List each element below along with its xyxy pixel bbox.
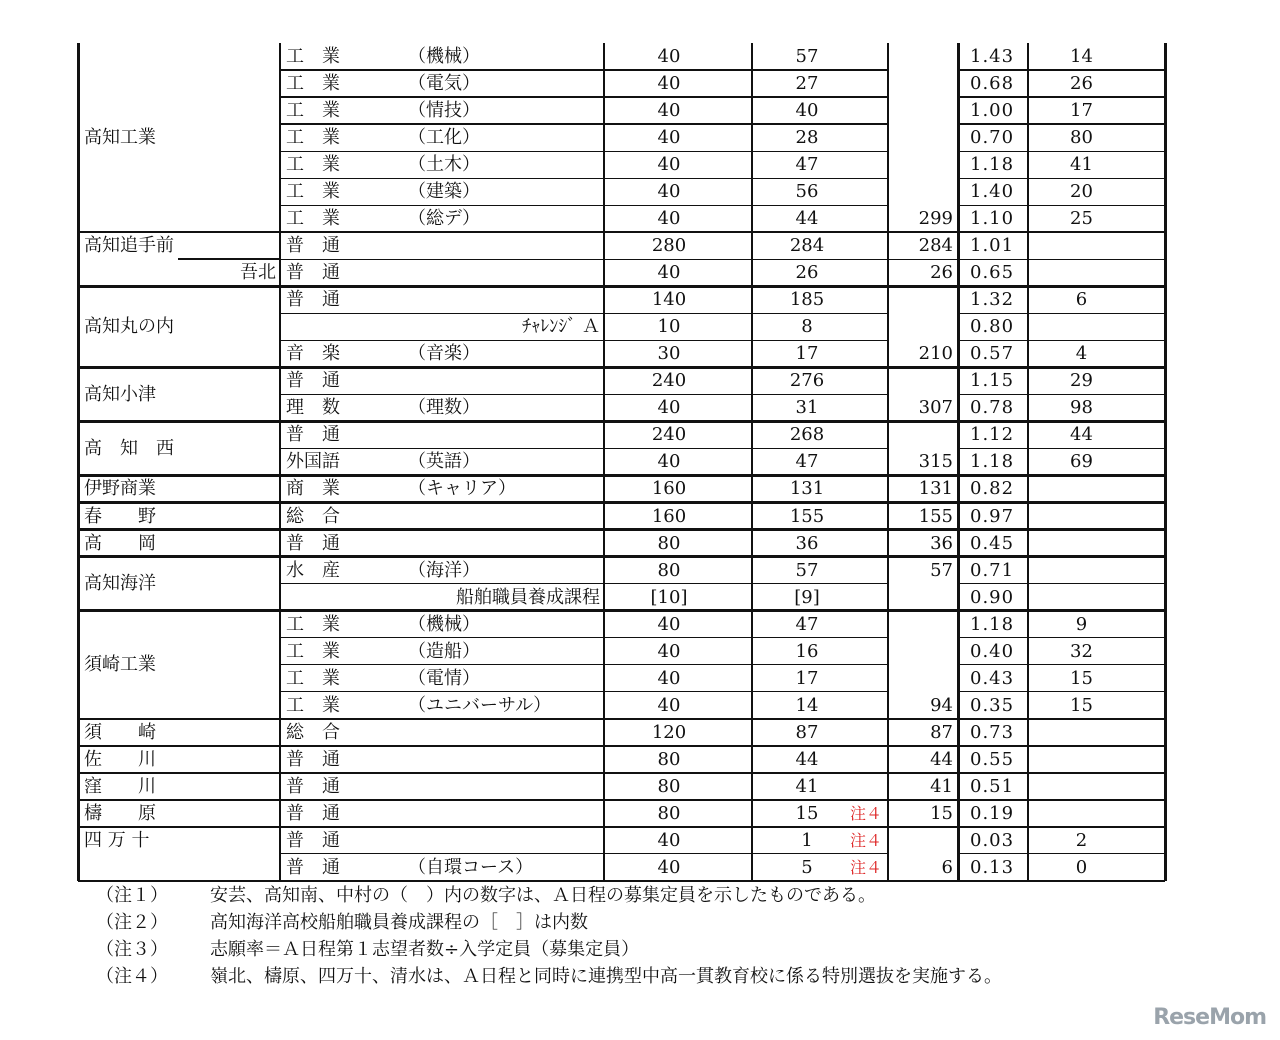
ratio: 0.90 — [970, 586, 1015, 608]
capacity: 240 — [651, 370, 687, 392]
applicants: 268 — [789, 424, 825, 446]
applicants: 276 — [789, 370, 825, 392]
ratio: 1.10 — [970, 208, 1015, 230]
ratio: 0.73 — [970, 721, 1015, 743]
ratio: 0.68 — [970, 73, 1015, 95]
grid-line-h — [888, 259, 958, 260]
total-applicants: 57 — [930, 559, 953, 581]
school-branch: 吾北 — [240, 262, 276, 284]
course-name: 理 数 — [286, 397, 340, 419]
other-value: 25 — [1070, 208, 1093, 230]
grid-line-h — [280, 583, 888, 584]
capacity: 40 — [657, 73, 681, 95]
grid-line-h — [280, 69, 888, 70]
capacity: 40 — [657, 667, 681, 689]
other-value: 41 — [1070, 154, 1093, 176]
course-name: 工 業 — [286, 100, 340, 122]
applicants: 57 — [795, 559, 819, 581]
ratio: 0.70 — [970, 127, 1015, 149]
other-value: 32 — [1070, 640, 1093, 662]
capacity: 120 — [651, 721, 687, 743]
course-sub: （海洋） — [408, 559, 480, 581]
course-name: 工 業 — [286, 694, 340, 716]
grid-line-h — [280, 96, 888, 97]
other-value: 17 — [1070, 100, 1093, 122]
school-name: 四 万 十 — [84, 829, 150, 851]
grid-line-h — [78, 501, 1165, 504]
course-sub: （工化） — [408, 127, 480, 149]
course-sub: （ユニバーサル） — [408, 694, 552, 716]
course-name: 工 業 — [286, 181, 340, 203]
course-sub: （機械） — [408, 613, 480, 635]
footnote-label: （注１） — [96, 885, 168, 906]
total-applicants: 87 — [930, 721, 953, 743]
ratio: 1.32 — [970, 289, 1015, 311]
capacity: 160 — [651, 478, 687, 500]
course-name: 工 業 — [286, 46, 340, 67]
grid-line-h — [958, 96, 1165, 97]
course-sub: （造船） — [408, 640, 480, 662]
grid-line-h — [178, 258, 280, 260]
grid-line-h — [78, 745, 1165, 748]
grid-line-h — [958, 313, 1165, 314]
applicants: 17 — [795, 343, 819, 365]
grid-line-h — [78, 231, 1165, 234]
course-sub: （建築） — [408, 181, 480, 203]
grid-line-h — [958, 259, 1165, 260]
total-applicants: 315 — [918, 451, 953, 473]
footnote-text: 安芸、高知南、中村の（ ）内の数字は、Ａ日程の募集定員を示したものである。 — [210, 885, 876, 906]
total-applicants: 36 — [930, 532, 953, 554]
grid-line-h — [958, 123, 1165, 124]
capacity: 30 — [657, 343, 681, 365]
course-name: 普 通 — [286, 802, 340, 824]
capacity: 40 — [657, 397, 681, 419]
ratio: 0.82 — [970, 478, 1015, 500]
grid-line-h — [958, 151, 1165, 152]
grid-line-v — [279, 43, 282, 881]
school-name: 窪 川 — [84, 775, 156, 797]
course-name: 水 産 — [286, 559, 340, 581]
course-name: 普 通 — [286, 370, 340, 392]
ratio: 0.40 — [970, 640, 1015, 662]
school-name: 檮 原 — [84, 802, 156, 824]
grid-line-h — [280, 259, 888, 260]
capacity: 40 — [657, 181, 681, 203]
ratio: 0.57 — [970, 343, 1015, 365]
course-name: 工 業 — [286, 127, 340, 149]
applicants: 8 — [801, 316, 813, 338]
ratio: 1.43 — [970, 46, 1015, 67]
applicants: 44 — [795, 208, 819, 230]
ratio: 0.43 — [970, 667, 1015, 689]
capacity: 140 — [651, 289, 687, 311]
ratio: 0.45 — [970, 532, 1015, 554]
grid-line-h — [280, 853, 888, 854]
grid-line-h — [958, 583, 1165, 584]
applicants: 31 — [795, 397, 819, 419]
grid-line-v — [887, 43, 889, 881]
total-applicants: 155 — [918, 505, 953, 527]
note-mark: 注４ — [850, 857, 883, 877]
course-name: 商 業 — [286, 478, 340, 500]
course-name: 普 通 — [286, 262, 340, 284]
total-applicants: 299 — [918, 208, 953, 230]
total-applicants: 15 — [930, 802, 953, 824]
course-sub: （情技） — [408, 100, 480, 122]
ratio: 1.12 — [970, 424, 1015, 446]
other-value: 69 — [1070, 451, 1093, 473]
grid-line-h — [280, 178, 888, 179]
other-value: 98 — [1070, 397, 1093, 419]
total-applicants: 6 — [941, 856, 953, 878]
ratio: 0.55 — [970, 748, 1015, 770]
applicants: 28 — [795, 127, 819, 149]
course-name: 普 通 — [286, 775, 340, 797]
footnote-text: 志願率＝Ａ日程第１志望者数÷入学定員（募集定員） — [210, 939, 640, 960]
course-sub: （英語） — [408, 451, 480, 473]
grid-line-v — [1164, 43, 1167, 881]
applicants: 47 — [795, 154, 819, 176]
course-special: 船舶職員養成課程 — [456, 586, 600, 608]
course-name: 外国語 — [286, 451, 340, 473]
ratio: 1.15 — [970, 370, 1015, 392]
grid-line-h — [958, 394, 1165, 395]
grid-line-h — [78, 528, 1165, 531]
course-name: 普 通 — [286, 532, 340, 554]
course-special: ﾁｬﾚﾝｼﾞ Ａ — [522, 316, 600, 338]
grid-line-h — [958, 691, 1165, 692]
ratio: 0.19 — [970, 802, 1015, 824]
other-value: 20 — [1070, 181, 1093, 203]
capacity: 40 — [657, 100, 681, 122]
other-value: 29 — [1070, 370, 1093, 392]
ratio: 1.00 — [970, 100, 1015, 122]
footnote-label: （注２） — [96, 912, 168, 933]
applicants: 5 — [801, 856, 813, 878]
capacity: 10 — [657, 316, 681, 338]
course-name: 工 業 — [286, 640, 340, 662]
capacity: 40 — [657, 451, 681, 473]
course-sub: （自環コース） — [408, 856, 534, 878]
applicants: 16 — [795, 640, 819, 662]
school-name: 高知小津 — [84, 383, 156, 405]
capacity: 80 — [657, 559, 681, 581]
grid-line-h — [280, 205, 888, 206]
grid-line-h — [280, 340, 888, 341]
grid-line-h — [280, 394, 888, 395]
grid-line-h — [958, 637, 1165, 638]
capacity: 40 — [657, 613, 681, 635]
capacity: 40 — [657, 694, 681, 716]
course-sub: （電気） — [408, 73, 480, 95]
footnote-text: 高知海洋高校船舶職員養成課程の［ ］は内数 — [210, 912, 588, 933]
applicants: 47 — [795, 613, 819, 635]
capacity: 40 — [657, 46, 681, 67]
ratio: 1.18 — [970, 451, 1015, 473]
course-name: 工 業 — [286, 154, 340, 176]
grid-line-h — [78, 555, 1165, 558]
course-sub: （機械） — [408, 46, 480, 67]
school-name: 高知丸の内 — [84, 316, 174, 338]
total-applicants: 44 — [930, 748, 953, 770]
school-name: 高知海洋 — [84, 573, 156, 595]
applicants: 1 — [801, 829, 813, 851]
capacity: 80 — [657, 802, 681, 824]
school-name: 須崎工業 — [84, 654, 156, 676]
other-value: 15 — [1070, 667, 1093, 689]
grid-line-v — [77, 43, 80, 881]
ratio: 0.78 — [970, 397, 1015, 419]
grid-line-h — [958, 178, 1165, 179]
total-applicants: 210 — [918, 343, 953, 365]
capacity: 40 — [657, 127, 681, 149]
course-name: 総 合 — [286, 721, 340, 743]
capacity: 280 — [651, 235, 687, 257]
other-value: 80 — [1070, 127, 1093, 149]
applicants: 27 — [795, 73, 819, 95]
applicants: 40 — [795, 100, 819, 122]
total-applicants: 284 — [918, 235, 953, 257]
school-name: 伊野商業 — [84, 478, 156, 500]
resemom-watermark: ReseMom — [1153, 1005, 1266, 1030]
ratio: 0.51 — [970, 775, 1015, 797]
capacity: 40 — [657, 154, 681, 176]
total-applicants: 131 — [918, 478, 953, 500]
note-mark: 注４ — [850, 803, 883, 823]
grid-line-h — [280, 123, 888, 124]
ratio: 0.71 — [970, 559, 1015, 581]
applicants: 155 — [789, 505, 825, 527]
ratio: 0.13 — [970, 856, 1015, 878]
course-name: 音 楽 — [286, 343, 340, 365]
ratio: 1.01 — [970, 235, 1015, 257]
course-name: 普 通 — [286, 289, 340, 311]
capacity: 40 — [657, 640, 681, 662]
grid-line-h — [280, 691, 888, 692]
footnote-text: 嶺北、檮原、四万十、清水は、Ａ日程と同時に連携型中高一貫教育校に係る特別選抜を実施する。 — [210, 966, 1002, 987]
course-name: 普 通 — [286, 829, 340, 851]
grid-line-h — [78, 799, 1165, 802]
footnote-label: （注３） — [96, 939, 168, 960]
applicants: 284 — [789, 235, 825, 257]
school-name: 高 知 西 — [84, 437, 174, 459]
grid-line-h — [78, 772, 1165, 775]
course-name: 工 業 — [286, 613, 340, 635]
note-mark: 注４ — [850, 830, 883, 850]
other-value: 0 — [1075, 856, 1088, 878]
course-sub: （理数） — [408, 397, 480, 419]
applicants: [9] — [794, 586, 820, 608]
grid-line-h — [280, 664, 888, 665]
grid-line-h — [280, 448, 888, 449]
applicants: 57 — [795, 46, 819, 67]
capacity: 160 — [651, 505, 687, 527]
ratio: 0.97 — [970, 505, 1015, 527]
ratio: 0.03 — [970, 829, 1015, 851]
grid-line-h — [78, 366, 1165, 369]
capacity: 40 — [657, 856, 681, 878]
capacity: 40 — [657, 829, 681, 851]
applicants: 14 — [795, 694, 819, 716]
course-name: 普 通 — [286, 856, 340, 878]
ratio: 0.80 — [970, 316, 1015, 338]
grid-line-h — [78, 718, 1165, 721]
grid-line-h — [958, 853, 1165, 854]
grid-line-h — [78, 474, 1165, 477]
footnote-label: （注４） — [96, 966, 168, 987]
grid-line-v — [1027, 43, 1029, 881]
ratio: 0.65 — [970, 262, 1015, 284]
course-sub: （土木） — [408, 154, 480, 176]
capacity: 80 — [657, 748, 681, 770]
ratio: 1.40 — [970, 181, 1015, 203]
capacity: 80 — [657, 775, 681, 797]
course-name: 工 業 — [286, 667, 340, 689]
applicants: 17 — [795, 667, 819, 689]
school-name: 高知工業 — [84, 127, 156, 149]
applicants: 36 — [795, 532, 819, 554]
applicants: 56 — [795, 181, 819, 203]
other-value: 2 — [1075, 829, 1088, 851]
grid-line-v — [957, 43, 960, 881]
ratio: 0.35 — [970, 694, 1015, 716]
grid-line-h — [958, 205, 1165, 206]
other-value: 15 — [1070, 694, 1093, 716]
applicants: 41 — [795, 775, 819, 797]
applicants: 131 — [789, 478, 825, 500]
other-value: 14 — [1070, 46, 1093, 67]
other-value: 4 — [1075, 343, 1088, 365]
other-value: 6 — [1075, 289, 1088, 311]
grid-line-v — [751, 43, 754, 881]
grid-line-h — [280, 313, 888, 314]
applicants: 26 — [795, 262, 819, 284]
grid-line-h — [280, 637, 888, 638]
grid-line-h — [958, 340, 1165, 341]
school-name: 春 野 — [84, 505, 156, 527]
grid-line-h — [280, 151, 888, 152]
grid-line-h — [958, 448, 1165, 449]
other-value: 9 — [1075, 613, 1088, 635]
grid-line-h — [958, 664, 1165, 665]
grid-line-h — [78, 285, 1165, 288]
other-value: 44 — [1070, 424, 1093, 446]
course-sub: （総デ） — [408, 208, 480, 230]
course-name: 総 合 — [286, 505, 340, 527]
total-applicants: 41 — [930, 775, 953, 797]
grid-line-h — [958, 69, 1165, 70]
school-name: 佐 川 — [84, 748, 156, 770]
applicants: 44 — [795, 748, 819, 770]
ratio: 1.18 — [970, 613, 1015, 635]
school-name: 高 岡 — [84, 532, 156, 554]
course-name: 工 業 — [286, 73, 340, 95]
applicants: 47 — [795, 451, 819, 473]
capacity: 40 — [657, 208, 681, 230]
capacity: 40 — [657, 262, 681, 284]
course-sub: （電情） — [408, 667, 480, 689]
course-name: 普 通 — [286, 424, 340, 446]
school-name: 高知追手前 — [84, 235, 174, 257]
total-applicants: 26 — [930, 262, 953, 284]
course-sub: （音楽） — [408, 343, 480, 365]
course-name: 工 業 — [286, 208, 340, 230]
applicants: 185 — [789, 289, 825, 311]
grid-line-v — [603, 43, 606, 881]
ratio: 1.18 — [970, 154, 1015, 176]
capacity: [10] — [650, 586, 688, 608]
course-sub: （キャリア） — [408, 478, 516, 500]
applicants: 15 — [795, 802, 819, 824]
course-name: 普 通 — [286, 235, 340, 257]
school-name: 須 崎 — [84, 721, 156, 743]
capacity: 240 — [651, 424, 687, 446]
total-applicants: 94 — [930, 694, 953, 716]
capacity: 80 — [657, 532, 681, 554]
applicants: 87 — [795, 721, 819, 743]
total-applicants: 307 — [918, 397, 953, 419]
grid-line-h — [78, 826, 1165, 829]
grid-line-h — [78, 420, 1165, 423]
other-value: 26 — [1070, 73, 1093, 95]
course-name: 普 通 — [286, 748, 340, 770]
grid-line-h — [78, 609, 1165, 612]
